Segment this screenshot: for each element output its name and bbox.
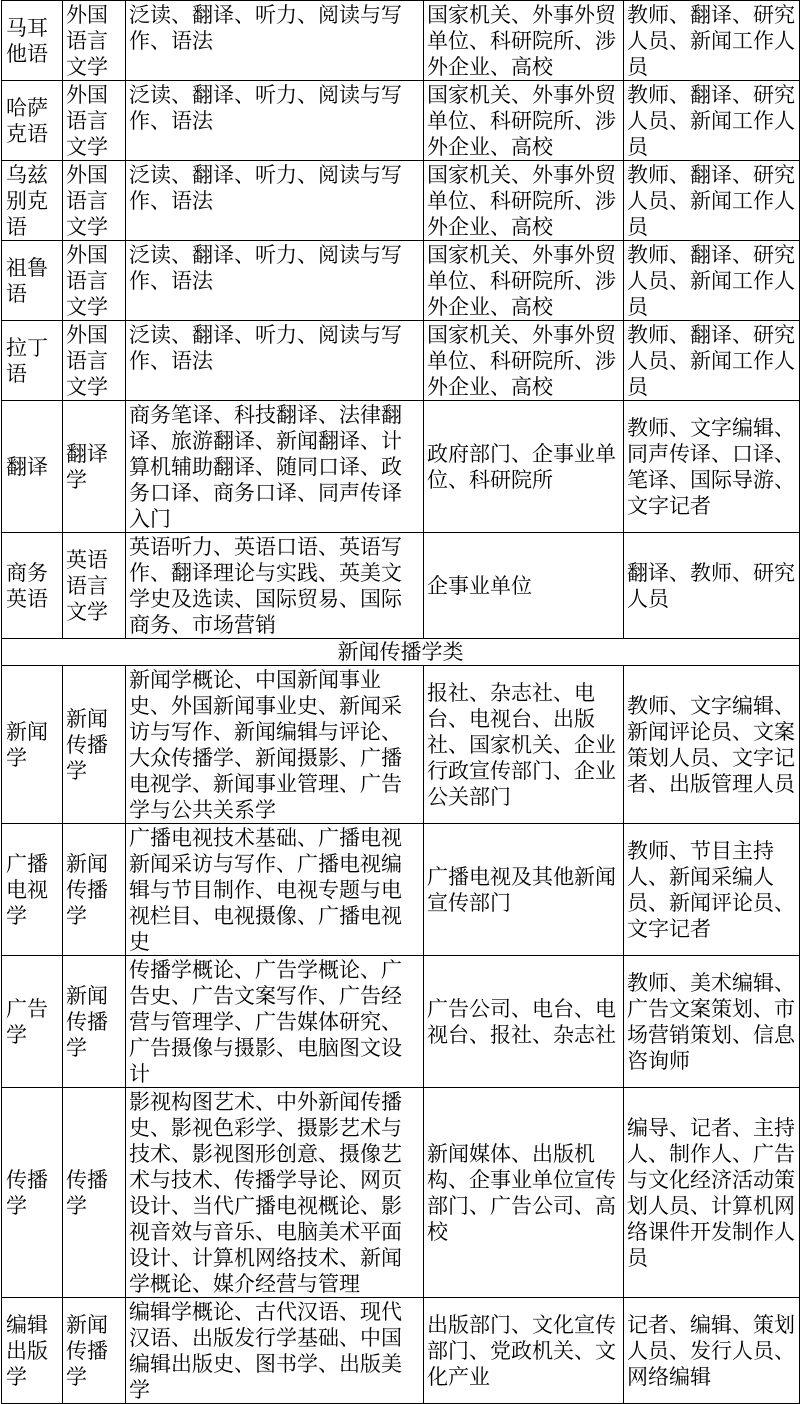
discipline-category: 新闻传播学 [63,956,126,1088]
discipline-category: 传播学 [63,1088,126,1298]
table-row [2,1,800,81]
employers: 国家机关、外事外贸单位、科研院所、涉外企业、高校 [424,321,624,401]
employers: 广播电视及其他新闻宣传部门 [424,824,624,956]
table-row [2,1298,800,1404]
careers: 教师、翻译、研究人员、新闻工作人员 [624,241,800,321]
major-name: 拉丁语 [2,321,63,401]
major-name: 商务英语 [2,533,63,639]
table-row [2,241,800,321]
careers: 教师、文字编辑、新闻评论员、文案策划人员、文字记者、出版管理人员 [624,666,800,824]
main-courses: 泛读、翻译、听力、阅读与写作、语法 [126,1,424,81]
careers: 教师、文字编辑、同声传译、口译、笔译、国际导游、文字记者 [624,401,800,533]
main-courses: 传播学概论、广告学概论、广告史、广告文案写作、广告经营与管理学、广告媒体研究、广告摄像与摄影、电脑图文设计 [126,956,424,1088]
major-name: 哈萨克语 [2,81,63,161]
discipline-category: 外国语言文学 [63,161,126,241]
employers: 企事业单位 [424,533,624,639]
careers: 教师、翻译、研究人员、新闻工作人员 [624,161,800,241]
table-row [2,161,800,241]
careers: 教师、节目主持人、新闻采编人员、新闻评论员、文字记者 [624,824,800,956]
table-row [2,824,800,956]
careers: 教师、美术编辑、广告文案策划、市场营销策划、信息咨询师 [624,956,800,1088]
major-name: 传播学 [2,1088,63,1298]
careers: 教师、翻译、研究人员、新闻工作人员 [624,321,800,401]
employers: 新闻媒体、出版机构、企事业单位宣传部门、广告公司、高校 [424,1088,624,1298]
discipline-category: 新闻传播学 [63,666,126,824]
discipline-category: 外国语言文学 [63,81,126,161]
employers: 国家机关、外事外贸单位、科研院所、涉外企业、高校 [424,81,624,161]
major-name: 广播电视学 [2,824,63,956]
major-name: 新闻学 [2,666,63,824]
major-name: 翻译 [2,401,63,533]
table-row [2,956,800,1088]
discipline-category: 外国语言文学 [63,321,126,401]
employers: 国家机关、外事外贸单位、科研院所、涉外企业、高校 [424,241,624,321]
discipline-category: 外国语言文学 [63,241,126,321]
main-courses: 编辑学概论、古代汉语、现代汉语、出版发行学基础、中国编辑出版史、图书学、出版美学 [126,1298,424,1404]
discipline-category: 新闻传播学 [63,824,126,956]
table-row [2,1088,800,1298]
main-courses: 泛读、翻译、听力、阅读与写作、语法 [126,321,424,401]
main-courses: 影视构图艺术、中外新闻传播史、影视色彩学、摄影艺术与技术、影视图形创意、摄像艺术与技术、传播学导论、网页设计、当代广播电视概论、影视音效与音乐、电脑美术平面设计、计算机网络技术、新闻学概论、媒介经营与管理 [126,1088,424,1298]
careers: 教师、翻译、研究人员、新闻工作人员 [624,81,800,161]
main-courses: 泛读、翻译、听力、阅读与写作、语法 [126,161,424,241]
major-name: 广告学 [2,956,63,1088]
table-row [2,533,800,639]
main-courses: 广播电视技术基础、广播电视新闻采访与写作、广播电视编辑与节目制作、电视专题与电视栏目、电视摄像、广播电视史 [126,824,424,956]
table-row [2,81,800,161]
discipline-category: 翻译学 [63,401,126,533]
employers: 国家机关、外事外贸单位、科研院所、涉外企业、高校 [424,161,624,241]
section-row [2,639,800,666]
discipline-category: 外国语言文学 [63,1,126,81]
major-name: 马耳他语 [2,1,63,81]
major-name: 祖鲁语 [2,241,63,321]
table-row [2,401,800,533]
careers: 记者、编辑、策划人员、发行人员、网络编辑 [624,1298,800,1404]
employers: 政府部门、企事业单位、科研院所 [424,401,624,533]
main-courses: 新闻学概论、中国新闻事业史、外国新闻事业史、新闻采访与写作、新闻编辑与评论、大众传播学、新闻摄影、广播电视学、新闻事业管理、广告学与公共关系学 [126,666,424,824]
main-courses: 泛读、翻译、听力、阅读与写作、语法 [126,81,424,161]
main-courses: 英语听力、英语口语、英语写作、翻译理论与实践、英美文学史及选读、国际贸易、国际商务、市场营销 [126,533,424,639]
careers: 编导、记者、主持人、制作人、广告与文化经济活动策划人员、计算机网络课件开发制作人员 [624,1088,800,1298]
employers: 广告公司、电台、电视台、报社、杂志社 [424,956,624,1088]
major-name: 乌兹别克语 [2,161,63,241]
employers: 出版部门、文化宣传部门、党政机关、文化产业 [424,1298,624,1404]
table-row [2,666,800,824]
employers: 国家机关、外事外贸单位、科研院所、涉外企业、高校 [424,1,624,81]
main-courses: 泛读、翻译、听力、阅读与写作、语法 [126,241,424,321]
majors-table [1,0,800,1404]
careers: 翻译、教师、研究人员 [624,533,800,639]
employers: 报社、杂志社、电台、电视台、出版社、国家机关、企业行政宣传部门、企业公关部门 [424,666,624,824]
discipline-category: 新闻传播学 [63,1298,126,1404]
table-row [2,321,800,401]
careers: 教师、翻译、研究人员、新闻工作人员 [624,1,800,81]
section-title: 新闻传播学类 [2,639,800,666]
main-courses: 商务笔译、科技翻译、法律翻译、旅游翻译、新闻翻译、计算机辅助翻译、随同口译、政务口译、商务口译、同声传译入门 [126,401,424,533]
major-name: 编辑出版学 [2,1298,63,1404]
discipline-category: 英语语言文学 [63,533,126,639]
